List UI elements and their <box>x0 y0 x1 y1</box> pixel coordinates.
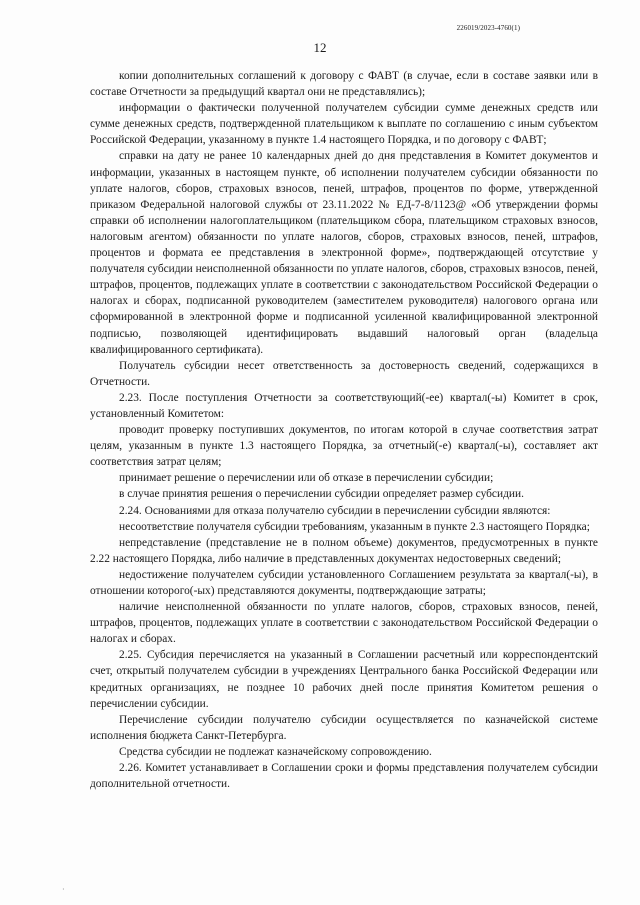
paragraph-treasury-system: Перечисление субсидии получателю субсидии осуществляется по казначейской системе исполнения бюджета Санкт-Петербурга. <box>90 713 598 742</box>
paragraph-responsibility: Получатель субсидии несет ответственность за достоверность сведений, содержащихся в Отчетности. <box>90 359 598 388</box>
paragraph-no-treasury-support: Средства субсидии не подлежат казначейскому сопровождению. <box>119 745 432 758</box>
paragraph-result-not-achieved: недостижение получателем субсидии установленного Соглашением результата за квартал(-ы), в отношении которого(-ых) представляются документы, подтверждающие затраты; <box>90 568 598 597</box>
paragraph-decision: принимает решение о перечислении или об отказе в перечислении субсидии; <box>119 472 494 485</box>
scan-artifact: · <box>62 885 65 894</box>
paragraph-2-25: 2.25. Субсидия перечисляется на указанный в Соглашении расчетный или корреспондентский счет, открытый получателем субсидии в учреждениях Центрального банка Российской Федерации или кредитных организациях, не позднее 10 рабочих дней после принятия Комитетом решения о перечислении субсидии. <box>90 649 598 710</box>
paragraph-2-24: 2.24. Основаниями для отказа получателю субсидии в перечислении субсидии являются: <box>119 504 551 517</box>
paragraph-document-check: проводит проверку поступивших документов, по итогам которой в случае соответствия затрат целям, указанным в пункте 1.3 настоящего Порядка, за отчетный(-е) квартал(-ы), составляет акт соответствия затрат целям; <box>90 424 598 469</box>
paragraph-unpaid-taxes: наличие неисполненной обязанности по уплате налогов, сборов, страховых взносов, пеней, штрафов, процентов, подлежащих уплате в соответствии с законодательством Российской Федерации о налогах и сборах. <box>90 601 598 646</box>
paragraph-received-funds-info: информации о фактически полученной получателем субсидии сумме денежных средств или сумме денежных средств, подтвержденной плательщиком к выплате по соглашению с иным субъектом Российской Федерации, указанному в пункте 1.4 настоящего Порядка, и по договору с ФАВТ; <box>90 102 598 147</box>
paragraph-tax-certificate: справки на дату не ранее 10 календарных дней до дня представления в Комитет документов и информации, указанных в настоящем пункте, об исполнении получателем субсидии обязанности по уплате налогов, сборов, страховых взносов, пеней, штрафов, процентов по форме, утвержденной приказом Федеральной налоговой службы от 23.11.2022 № ЕД-7-8/1123@ «Об утверждении формы справки об исполнении налогоплательщиком (плательщиком сбора, плательщиком страховых взносов, налоговым агентом) обязанности по уплате налогов, сборов, страховых взносов, пеней, штрафов, процентов и формата ее представления в электронной форме», подтверждающей отсутствие у получателя субсидии неисполненной обязанности по уплате налогов, сборов, страховых взносов, пеней, штрафов, процентов, подлежащих уплате в соответствии с законодательством Российской Федерации о налогах и сборах, подписанной руководителем (заместителем руководителя) налогового органа или сформированной в электронной форме и подписанной усиленной квалифицированной электронной подписью, позволяющей идентифицировать выдавший налоговый орган (владельца квалифицированного сертификата). <box>90 150 598 356</box>
paragraph-subsidy-amount: в случае принятия решения о перечислении субсидии определяет размер субсидии. <box>119 488 524 501</box>
paragraph-2-23: 2.23. После поступления Отчетности за соответствующий(-ее) квартал(-ы) Комитет в срок, установленный Комитетом: <box>90 391 598 420</box>
paragraph-non-submission: непредставление (представление не в полном объеме) документов, предусмотренных в пункте 2.22 настоящего Порядка, либо наличие в представленных документах недостоверных сведений; <box>90 536 598 565</box>
page-number: 12 <box>313 40 327 55</box>
paragraph-additional-agreements: копии дополнительных соглашений к договору с ФАВТ (в случае, если в составе заявки или в составе Отчетности за предыдущий квартал они не представлялись); <box>90 70 598 99</box>
paragraph-2-26: 2.26. Комитет устанавливает в Соглашении сроки и формы представления получателем субсидии дополнительной отчетности. <box>90 762 598 791</box>
document-registration-number: 226019/2023-4760(1) <box>456 24 520 32</box>
document-body <box>90 68 598 792</box>
paragraph-requirements-mismatch: несоответствие получателя субсидии требованиям, указанным в пункте 2.3 настоящего Порядка; <box>119 520 590 533</box>
